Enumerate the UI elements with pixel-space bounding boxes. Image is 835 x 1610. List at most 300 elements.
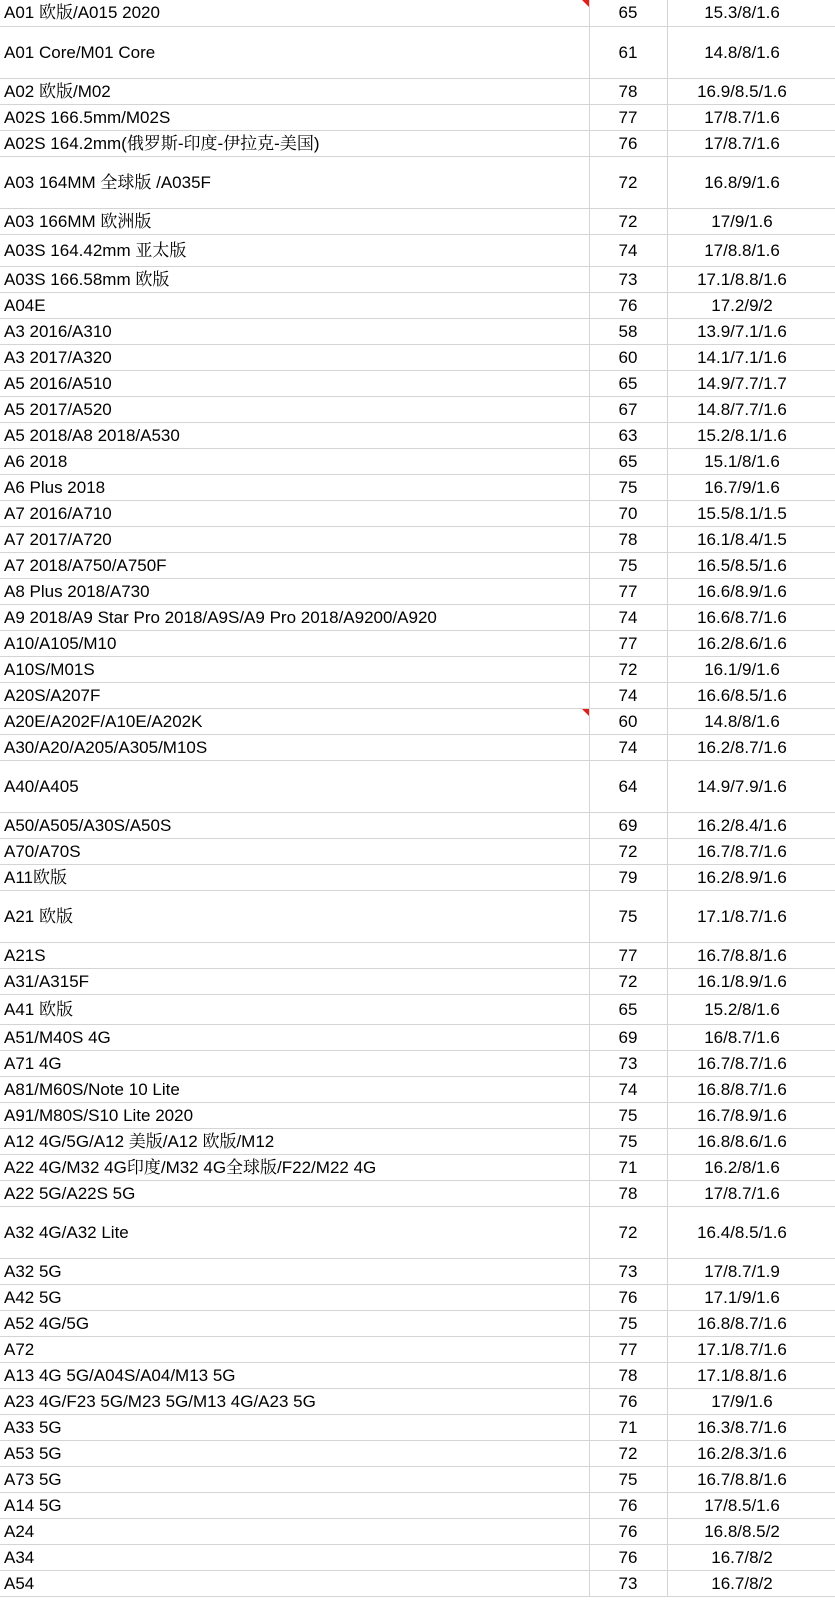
model-cell-text: A5 2018/A8 2018/A530 <box>4 425 180 445</box>
value-cell[interactable] <box>589 838 667 864</box>
value-cell-text: 71 <box>618 1417 638 1437</box>
value-cell[interactable] <box>589 526 667 552</box>
model-cell[interactable] <box>0 1076 589 1102</box>
model-cell[interactable] <box>0 734 589 760</box>
dimensions-cell[interactable] <box>667 838 835 864</box>
table-row <box>0 1544 835 1570</box>
value-cell-text: 73 <box>618 269 638 289</box>
model-cell[interactable] <box>0 864 589 890</box>
model-cell[interactable] <box>0 604 589 630</box>
value-cell-text: 78 <box>618 81 638 101</box>
dimensions-cell[interactable] <box>667 370 835 396</box>
dimensions-cell-text: 17/8.8/1.6 <box>704 240 780 260</box>
value-cell-text: 76 <box>618 1495 638 1515</box>
value-cell-text: 60 <box>618 347 638 367</box>
table-row <box>0 26 835 78</box>
model-cell-text: A10S/M01S <box>4 659 95 679</box>
model-cell-text: A91/M80S/S10 Lite 2020 <box>4 1105 194 1125</box>
value-cell-text: 65 <box>618 451 638 471</box>
value-cell[interactable] <box>589 318 667 344</box>
model-cell-text: A20S/A207F <box>4 685 101 705</box>
dimensions-cell[interactable] <box>667 1414 835 1440</box>
model-cell[interactable] <box>0 630 589 656</box>
table-row <box>0 838 835 864</box>
value-cell-text: 73 <box>618 1573 638 1593</box>
value-cell[interactable] <box>589 1206 667 1258</box>
table-row <box>0 500 835 526</box>
value-cell-text: 75 <box>618 1105 638 1125</box>
comment-indicator-icon[interactable] <box>582 709 589 716</box>
model-cell-text: A31/A315F <box>4 971 90 991</box>
value-cell-text: 73 <box>618 1053 638 1073</box>
model-cell[interactable] <box>0 1102 589 1128</box>
model-cell[interactable] <box>0 156 589 208</box>
dimensions-cell-text: 16.7/8.9/1.6 <box>697 1105 787 1125</box>
dimensions-cell[interactable] <box>667 1076 835 1102</box>
table-row <box>0 890 835 942</box>
model-cell[interactable] <box>0 234 589 266</box>
value-cell[interactable] <box>589 708 667 734</box>
dimensions-cell[interactable] <box>667 994 835 1024</box>
dimensions-cell[interactable] <box>667 234 835 266</box>
value-cell-text: 78 <box>618 1183 638 1203</box>
model-cell-text: A6 Plus 2018 <box>4 477 106 497</box>
value-cell-text: 69 <box>618 1027 638 1047</box>
dimensions-cell[interactable] <box>667 760 835 812</box>
dimensions-cell-text: 16/8.7/1.6 <box>704 1027 780 1047</box>
value-cell[interactable] <box>589 682 667 708</box>
model-cell[interactable] <box>0 370 589 396</box>
model-cell[interactable] <box>0 104 589 130</box>
model-cell-text: A02S 164.2mm(俄罗斯-印度-伊拉克-美国) <box>4 133 320 153</box>
dimensions-cell[interactable] <box>667 890 835 942</box>
table-row <box>0 208 835 234</box>
dimensions-cell[interactable] <box>667 266 835 292</box>
dimensions-cell[interactable] <box>667 578 835 604</box>
table-row <box>0 708 835 734</box>
model-cell-text: A5 2017/A520 <box>4 399 112 419</box>
model-cell[interactable] <box>0 1362 589 1388</box>
dimensions-cell-text: 17/8.7/1.6 <box>704 107 780 127</box>
value-cell[interactable] <box>589 1076 667 1102</box>
table-row <box>0 448 835 474</box>
value-cell[interactable] <box>589 1024 667 1050</box>
table-row <box>0 1466 835 1492</box>
value-cell[interactable] <box>589 1440 667 1466</box>
value-cell[interactable] <box>589 422 667 448</box>
value-cell-text: 61 <box>618 42 638 62</box>
value-cell[interactable] <box>589 78 667 104</box>
value-cell[interactable] <box>589 968 667 994</box>
value-cell[interactable] <box>589 630 667 656</box>
dimensions-cell[interactable] <box>667 1258 835 1284</box>
model-cell-text: A7 2018/A750/A750F <box>4 555 167 575</box>
dimensions-cell-text: 14.8/8/1.6 <box>704 711 780 731</box>
model-cell-text: A54 <box>4 1573 35 1593</box>
dimensions-cell-text: 16.3/8.7/1.6 <box>697 1417 787 1437</box>
value-cell-text: 75 <box>618 906 638 926</box>
value-cell[interactable] <box>589 734 667 760</box>
dimensions-cell-text: 16.6/8.7/1.6 <box>697 607 787 627</box>
model-cell-text: A04E <box>4 295 46 315</box>
model-cell-text: A01 Core/M01 Core <box>4 42 156 62</box>
model-cell[interactable] <box>0 1206 589 1258</box>
dimensions-cell-text: 16.2/8.6/1.6 <box>697 633 787 653</box>
value-cell-text: 58 <box>618 321 638 341</box>
value-cell-text: 75 <box>618 555 638 575</box>
model-cell[interactable] <box>0 968 589 994</box>
value-cell[interactable] <box>589 656 667 682</box>
model-cell[interactable] <box>0 448 589 474</box>
model-cell-text: A22 4G/M32 4G印度/M32 4G全球版/F22/M22 4G <box>4 1157 377 1177</box>
value-cell-text: 78 <box>618 529 638 549</box>
dimensions-cell[interactable] <box>667 1180 835 1206</box>
model-cell[interactable] <box>0 1284 589 1310</box>
value-cell[interactable] <box>589 604 667 630</box>
model-cell[interactable] <box>0 1466 589 1492</box>
model-cell[interactable] <box>0 1518 589 1544</box>
value-cell[interactable] <box>589 1362 667 1388</box>
model-cell[interactable] <box>0 474 589 500</box>
value-cell[interactable] <box>589 1336 667 1362</box>
model-cell-text: A32 4G/A32 Lite <box>4 1222 129 1242</box>
value-cell[interactable] <box>589 1102 667 1128</box>
model-cell[interactable] <box>0 1310 589 1336</box>
dimensions-cell-text: 16.8/8.6/1.6 <box>697 1131 787 1151</box>
model-cell-text: A03 164MM 全球版 /A035F <box>4 172 211 192</box>
model-cell-text: A72 <box>4 1339 35 1359</box>
model-cell[interactable] <box>0 1388 589 1414</box>
dimensions-cell[interactable] <box>667 396 835 422</box>
dimensions-cell[interactable] <box>667 1024 835 1050</box>
model-cell[interactable] <box>0 552 589 578</box>
dimensions-cell-text: 16.5/8.5/1.6 <box>697 555 787 575</box>
model-cell[interactable] <box>0 526 589 552</box>
value-cell[interactable] <box>589 942 667 968</box>
value-cell[interactable] <box>589 864 667 890</box>
dimensions-cell[interactable] <box>667 130 835 156</box>
model-cell-text: A03 166MM 欧洲版 <box>4 211 152 231</box>
dimensions-cell[interactable] <box>667 344 835 370</box>
value-cell[interactable] <box>589 292 667 318</box>
dimensions-cell[interactable] <box>667 1570 835 1596</box>
table-row <box>0 1518 835 1544</box>
dimensions-cell-text: 15.2/8/1.6 <box>704 999 780 1019</box>
value-cell-text: 79 <box>618 867 638 887</box>
value-cell-text: 71 <box>618 1157 638 1177</box>
value-cell[interactable] <box>589 474 667 500</box>
model-cell-text: A11欧版 <box>4 867 67 887</box>
model-cell[interactable] <box>0 578 589 604</box>
dimensions-cell[interactable] <box>667 1154 835 1180</box>
value-cell-text: 69 <box>618 815 638 835</box>
model-cell[interactable] <box>0 26 589 78</box>
value-cell[interactable] <box>589 344 667 370</box>
dimensions-cell-text: 17/8.7/1.9 <box>704 1261 780 1281</box>
dimensions-cell[interactable] <box>667 1284 835 1310</box>
dimensions-cell[interactable] <box>667 812 835 838</box>
value-cell[interactable] <box>589 396 667 422</box>
table-row <box>0 344 835 370</box>
model-cell[interactable] <box>0 708 589 734</box>
value-cell-text: 72 <box>618 172 638 192</box>
dimensions-cell[interactable] <box>667 1336 835 1362</box>
dimensions-cell[interactable] <box>667 630 835 656</box>
value-cell[interactable] <box>589 156 667 208</box>
value-cell[interactable] <box>589 208 667 234</box>
model-cell-text: A03S 166.58mm 欧版 <box>4 269 170 289</box>
model-cell[interactable] <box>0 422 589 448</box>
model-cell[interactable] <box>0 318 589 344</box>
dimensions-cell[interactable] <box>667 1492 835 1518</box>
model-cell[interactable] <box>0 1570 589 1596</box>
dimensions-cell[interactable] <box>667 1544 835 1570</box>
model-cell-text: A24 <box>4 1521 35 1541</box>
value-cell[interactable] <box>589 890 667 942</box>
table-row <box>0 1024 835 1050</box>
value-cell-text: 76 <box>618 133 638 153</box>
value-cell[interactable] <box>589 1544 667 1570</box>
model-cell[interactable] <box>0 292 589 318</box>
value-cell[interactable] <box>589 234 667 266</box>
dimensions-cell[interactable] <box>667 78 835 104</box>
model-cell[interactable] <box>0 890 589 942</box>
dimensions-cell[interactable] <box>667 292 835 318</box>
value-cell-text: 65 <box>618 373 638 393</box>
dimensions-cell[interactable] <box>667 104 835 130</box>
model-cell[interactable] <box>0 344 589 370</box>
model-cell[interactable] <box>0 1414 589 1440</box>
model-cell[interactable] <box>0 0 589 26</box>
dimensions-cell-text: 16.9/8.5/1.6 <box>697 81 787 101</box>
dimensions-cell-text: 14.9/7.9/1.6 <box>697 776 787 796</box>
model-cell-text: A7 2017/A720 <box>4 529 112 549</box>
model-cell[interactable] <box>0 760 589 812</box>
dimensions-cell[interactable] <box>667 968 835 994</box>
model-cell-text: A41 欧版 <box>4 999 73 1019</box>
model-cell[interactable] <box>0 994 589 1024</box>
model-cell[interactable] <box>0 1154 589 1180</box>
model-cell[interactable] <box>0 78 589 104</box>
value-cell[interactable] <box>589 812 667 838</box>
value-cell[interactable] <box>589 448 667 474</box>
table-row <box>0 1388 835 1414</box>
model-cell[interactable] <box>0 1180 589 1206</box>
table-row <box>0 578 835 604</box>
value-cell[interactable] <box>589 1388 667 1414</box>
dimensions-cell[interactable] <box>667 1440 835 1466</box>
table-row <box>0 234 835 266</box>
dimensions-cell-text: 16.1/8.9/1.6 <box>697 971 787 991</box>
model-cell[interactable] <box>0 266 589 292</box>
comment-indicator-icon[interactable] <box>582 0 589 7</box>
dimensions-cell-text: 17.1/8.8/1.6 <box>697 269 787 289</box>
dimensions-cell[interactable] <box>667 156 835 208</box>
value-cell[interactable] <box>589 578 667 604</box>
model-cell-text: A42 5G <box>4 1287 62 1307</box>
dimensions-cell-text: 17/8.7/1.6 <box>704 1183 780 1203</box>
table-row <box>0 1180 835 1206</box>
dimensions-cell-text: 17/9/1.6 <box>711 211 773 231</box>
value-cell[interactable] <box>589 1310 667 1336</box>
model-cell[interactable] <box>0 1492 589 1518</box>
dimensions-cell[interactable] <box>667 1206 835 1258</box>
dimensions-cell[interactable] <box>667 1518 835 1544</box>
dimensions-cell[interactable] <box>667 552 835 578</box>
value-cell[interactable] <box>589 1466 667 1492</box>
value-cell[interactable] <box>589 1154 667 1180</box>
value-cell[interactable] <box>589 1284 667 1310</box>
value-cell[interactable] <box>589 994 667 1024</box>
value-cell[interactable] <box>589 1570 667 1596</box>
dimensions-cell[interactable] <box>667 0 835 26</box>
dimensions-cell[interactable] <box>667 26 835 78</box>
model-cell-text: A21 欧版 <box>4 906 73 926</box>
model-cell[interactable] <box>0 500 589 526</box>
dimensions-cell-text: 16.7/8.8/1.6 <box>697 1469 787 1489</box>
value-cell-text: 76 <box>618 1547 638 1567</box>
dimensions-cell[interactable] <box>667 1310 835 1336</box>
dimensions-cell[interactable] <box>667 1362 835 1388</box>
dimensions-cell[interactable] <box>667 526 835 552</box>
value-cell-text: 74 <box>618 685 638 705</box>
dimensions-cell-text: 16.1/8.4/1.5 <box>697 529 787 549</box>
model-cell[interactable] <box>0 1024 589 1050</box>
dimensions-cell-text: 16.8/9/1.6 <box>704 172 780 192</box>
dimensions-cell[interactable] <box>667 422 835 448</box>
table-row <box>0 0 835 26</box>
table-row <box>0 1570 835 1596</box>
dimensions-cell[interactable] <box>667 208 835 234</box>
model-cell[interactable] <box>0 1544 589 1570</box>
table-row <box>0 318 835 344</box>
table-row <box>0 292 835 318</box>
table-row <box>0 370 835 396</box>
model-cell-text: A32 5G <box>4 1261 62 1281</box>
table-row <box>0 942 835 968</box>
model-cell-text: A34 <box>4 1547 35 1567</box>
value-cell-text: 74 <box>618 240 638 260</box>
model-cell[interactable] <box>0 1258 589 1284</box>
dimensions-cell[interactable] <box>667 734 835 760</box>
dimensions-cell-text: 15.5/8.1/1.5 <box>697 503 787 523</box>
table-row <box>0 1258 835 1284</box>
dimensions-cell[interactable] <box>667 1050 835 1076</box>
model-cell[interactable] <box>0 812 589 838</box>
table-row <box>0 156 835 208</box>
dimensions-cell[interactable] <box>667 708 835 734</box>
model-cell-text: A40/A405 <box>4 776 79 796</box>
model-cell-text: A12 4G/5G/A12 美版/A12 欧版/M12 <box>4 1131 275 1151</box>
dimensions-cell-text: 17.1/8.8/1.6 <box>697 1365 787 1385</box>
table-row <box>0 994 835 1024</box>
value-cell-text: 67 <box>618 399 638 419</box>
dimensions-cell[interactable] <box>667 682 835 708</box>
value-cell-text: 77 <box>618 633 638 653</box>
value-cell[interactable] <box>589 266 667 292</box>
value-cell[interactable] <box>589 130 667 156</box>
value-cell-text: 77 <box>618 945 638 965</box>
model-cell[interactable] <box>0 1050 589 1076</box>
value-cell-text: 72 <box>618 971 638 991</box>
value-cell[interactable] <box>589 26 667 78</box>
model-cell[interactable] <box>0 1440 589 1466</box>
value-cell[interactable] <box>589 1050 667 1076</box>
value-cell[interactable] <box>589 1180 667 1206</box>
dimensions-cell[interactable] <box>667 604 835 630</box>
value-cell[interactable] <box>589 500 667 526</box>
value-cell[interactable] <box>589 552 667 578</box>
value-cell-text: 65 <box>618 999 638 1019</box>
dimensions-cell-text: 17.1/8.7/1.6 <box>697 906 787 926</box>
value-cell[interactable] <box>589 104 667 130</box>
dimensions-cell[interactable] <box>667 942 835 968</box>
model-cell[interactable] <box>0 396 589 422</box>
table-row <box>0 266 835 292</box>
dimensions-cell-text: 14.8/7.7/1.6 <box>697 399 787 419</box>
table-row <box>0 1102 835 1128</box>
value-cell[interactable] <box>589 1518 667 1544</box>
value-cell-text: 77 <box>618 107 638 127</box>
model-cell-text: A73 5G <box>4 1469 62 1489</box>
value-cell[interactable] <box>589 370 667 396</box>
table-row <box>0 396 835 422</box>
dimensions-cell-text: 15.1/8/1.6 <box>704 451 780 471</box>
model-cell[interactable] <box>0 838 589 864</box>
dimensions-cell[interactable] <box>667 656 835 682</box>
value-cell[interactable] <box>589 760 667 812</box>
value-cell-text: 76 <box>618 1287 638 1307</box>
model-cell-text: A8 Plus 2018/A730 <box>4 581 150 601</box>
value-cell[interactable] <box>589 1128 667 1154</box>
table-row <box>0 968 835 994</box>
model-cell[interactable] <box>0 1128 589 1154</box>
model-cell[interactable] <box>0 656 589 682</box>
table-row <box>0 864 835 890</box>
model-cell[interactable] <box>0 130 589 156</box>
dimensions-cell[interactable] <box>667 1128 835 1154</box>
model-cell[interactable] <box>0 1336 589 1362</box>
dimensions-cell[interactable] <box>667 1102 835 1128</box>
dimensions-cell[interactable] <box>667 1388 835 1414</box>
table-row <box>0 1362 835 1388</box>
table-row <box>0 526 835 552</box>
dimensions-cell-text: 14.8/8/1.6 <box>704 42 780 62</box>
value-cell[interactable] <box>589 1492 667 1518</box>
dimensions-cell-text: 16.1/9/1.6 <box>704 659 780 679</box>
dimensions-cell[interactable] <box>667 1466 835 1492</box>
value-cell[interactable] <box>589 1414 667 1440</box>
model-cell-text: A30/A20/A205/A305/M10S <box>4 737 208 757</box>
dimensions-cell[interactable] <box>667 500 835 526</box>
dimensions-cell-text: 14.1/7.1/1.6 <box>697 347 787 367</box>
model-cell-text: A3 2017/A320 <box>4 347 112 367</box>
model-cell[interactable] <box>0 208 589 234</box>
dimensions-cell-text: 17.1/8.7/1.6 <box>697 1339 787 1359</box>
value-cell[interactable] <box>589 0 667 26</box>
table-row <box>0 1310 835 1336</box>
value-cell-text: 65 <box>618 3 638 23</box>
model-cell[interactable] <box>0 682 589 708</box>
dimensions-cell[interactable] <box>667 318 835 344</box>
value-cell[interactable] <box>589 1258 667 1284</box>
model-cell-text: A13 4G 5G/A04S/A04/M13 5G <box>4 1365 236 1385</box>
dimensions-cell[interactable] <box>667 864 835 890</box>
dimensions-cell[interactable] <box>667 448 835 474</box>
value-cell-text: 64 <box>618 776 638 796</box>
dimensions-cell[interactable] <box>667 474 835 500</box>
model-cell[interactable] <box>0 942 589 968</box>
